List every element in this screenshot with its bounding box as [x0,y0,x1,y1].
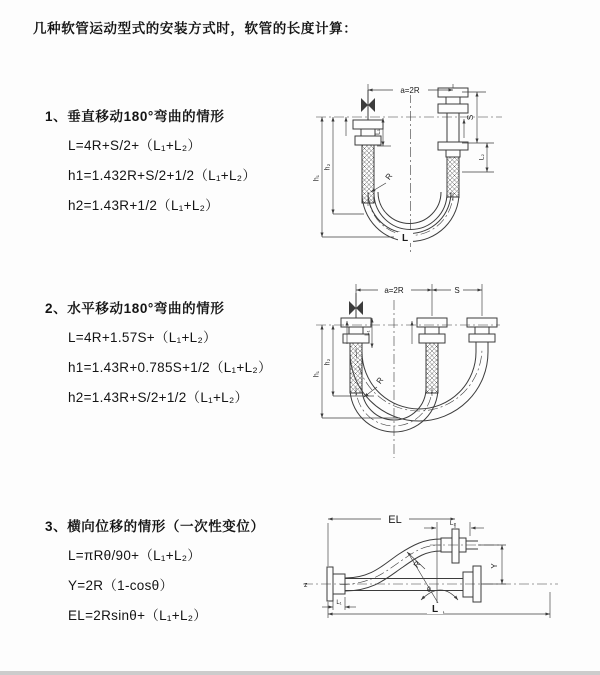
dim-label-r: R [411,559,423,570]
formula-line: h2=1.43R+S/2+1/2（L₁+L₂） [68,390,249,405]
dimension-h1 [314,117,395,237]
dim-label-l: L [431,604,439,615]
dim-label-r: R [383,171,395,182]
left-pipe-assembly [341,293,371,393]
section-heading: 2、水平移动180°弯曲的情形 [45,301,225,316]
dimension-l2 [462,143,494,172]
dim-label-r: R [374,375,386,386]
formula-line: L=4R+S/2+（L₁+L₂） [68,138,202,153]
formula-line: L=4R+1.57S+（L₁+L₂） [68,330,217,345]
dim-label-l1: L₁ [365,330,371,336]
dimension-l1 [375,118,392,146]
dim-label-h2: h₂ [324,163,332,171]
diagram-horizontal-180-bend [314,284,501,458]
dim-label-a2r: a=2R [384,286,404,295]
dimension-l [328,592,550,618]
right-pipe-assembly [467,318,497,352]
dim-label-l1: L₁ [336,600,342,606]
dim-label-h1: h₁ [313,370,321,378]
dim-label-theta: θ [427,587,431,594]
upper-fitting [441,529,478,563]
section-heading: 1、垂直移动180°弯曲的情形 [45,109,225,124]
movement-arrows [347,321,412,344]
braided-hose-section [362,145,374,203]
right-pipe-assembly [438,88,468,197]
middle-pipe-assembly [417,318,447,393]
diagram-vertical-180-bend [314,84,503,255]
dim-label-l1: L₁ [374,129,382,135]
dimension-y [478,545,506,584]
formula-line: h1=1.432R+S/2+1/2（L₁+L₂） [68,168,257,183]
length-label [398,232,413,244]
dim-label-s: S [454,286,460,295]
dimension-l2 [424,520,484,536]
formula-line: h1=1.43R+0.785S+1/2（L₁+L₂） [68,360,272,375]
dim-label-y: Y [490,563,499,569]
radius-callout [371,171,394,192]
braided-hose-section [350,343,362,393]
page-bottom-edge [0,671,600,675]
dim-label-a2r: a=2R [400,86,420,95]
dimension-a2r [368,84,453,95]
radius-callout [364,375,385,397]
axis-label-z: z [304,582,308,589]
formula-line: Y=2R（1-cosθ） [68,578,174,593]
braided-hose-section [447,157,459,197]
dim-label-h1: h₁ [313,174,321,182]
hose-u-bend [350,348,488,432]
left-pipe-assembly [353,90,383,203]
page-title: 几种软管运动型式的安装方式时，软管的长度计算： [33,21,358,36]
diagram-lateral-displacement [303,512,558,618]
dimension-h2 [325,117,365,214]
dim-label-l2: L₂ [449,520,457,527]
dim-label-l: L [401,233,409,244]
dim-label-el: EL [388,514,402,526]
dimension-s [432,284,482,295]
dimension-s [462,92,494,143]
dim-label-h2: h₂ [324,358,332,366]
formula-line: L=πRθ/90+（L₁+L₂） [68,548,202,563]
dimension-a2r [356,284,482,316]
section-heading: 3、横向位移的情形（一次性变位） [45,519,265,534]
braided-hose-section [426,343,438,393]
dim-label-s: S [466,114,475,121]
formula-line: h2=1.43R+1/2（L₁+L₂） [68,198,219,213]
formula-line: EL=2Rsinθ+（L₁+L₂） [68,608,208,623]
centerlines [313,300,500,458]
dim-label-l2: L₂ [478,153,486,161]
